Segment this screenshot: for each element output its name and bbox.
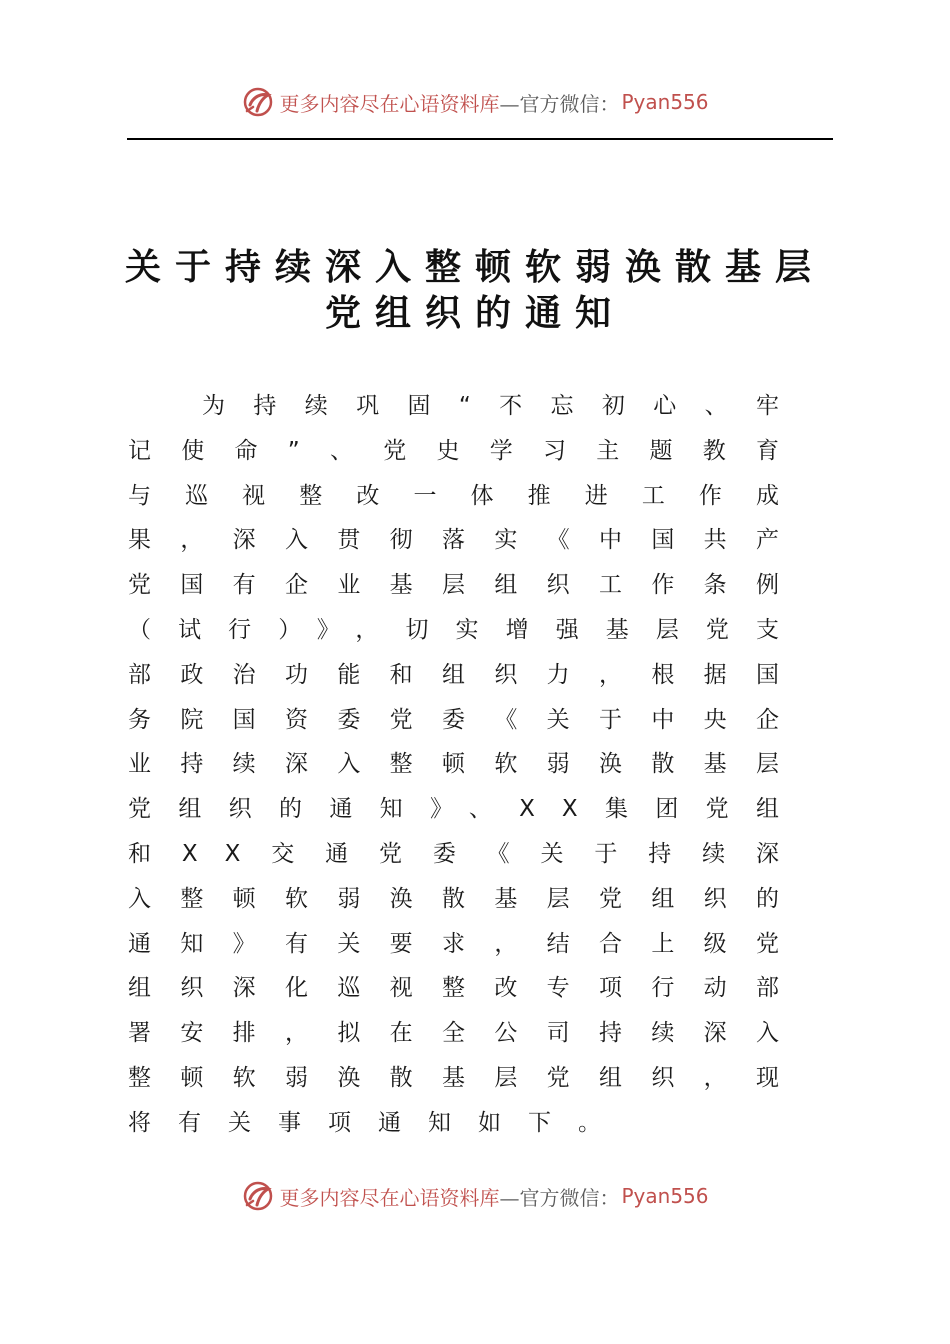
banner-wechat-id: Pyan556 [621,1184,709,1208]
title-line-2: 党组织的通知 [324,292,625,334]
header-divider [127,138,833,140]
brand-logo-icon [241,1179,275,1213]
body-paragraph: 为持续巩固“不忘初心、牢记使命”、党史学习主题教育与巡视整改一体推进工作成果，深入贯彻落实《中国共产党国有企业基层组织工作条例（试行）》，切实增强基层党支部政治功能和组织力，根据国务院国资委党委《关于中央企业持续深入整顿软弱涣散基层党组织的通知》、XX集团党组和XX交通党委《关于持续深入整顿软弱涣散基层党组织的通知》有关要求，结合上级党组织深化巡视整改专项行动部署安排，拟在全公司持续深入整顿软弱涣散基层党组织，现将有关事项通知如下。 [128,393,806,1136]
banner-official-label: —官方微信： [499,1185,620,1210]
banner-official-label: —官方微信： [499,91,620,116]
document-title [120,244,830,336]
watermark-banner-top [0,82,950,122]
watermark-banner-bottom [0,1176,950,1216]
banner-wechat-id: Pyan556 [621,90,709,114]
banner-slogan: 更多内容尽在心语资料库 [279,1185,500,1210]
title-line-1: 关于持续深入整顿软弱涣散基层 [124,246,825,288]
banner-slogan: 更多内容尽在心语资料库 [279,91,500,116]
brand-logo-icon [241,85,275,119]
